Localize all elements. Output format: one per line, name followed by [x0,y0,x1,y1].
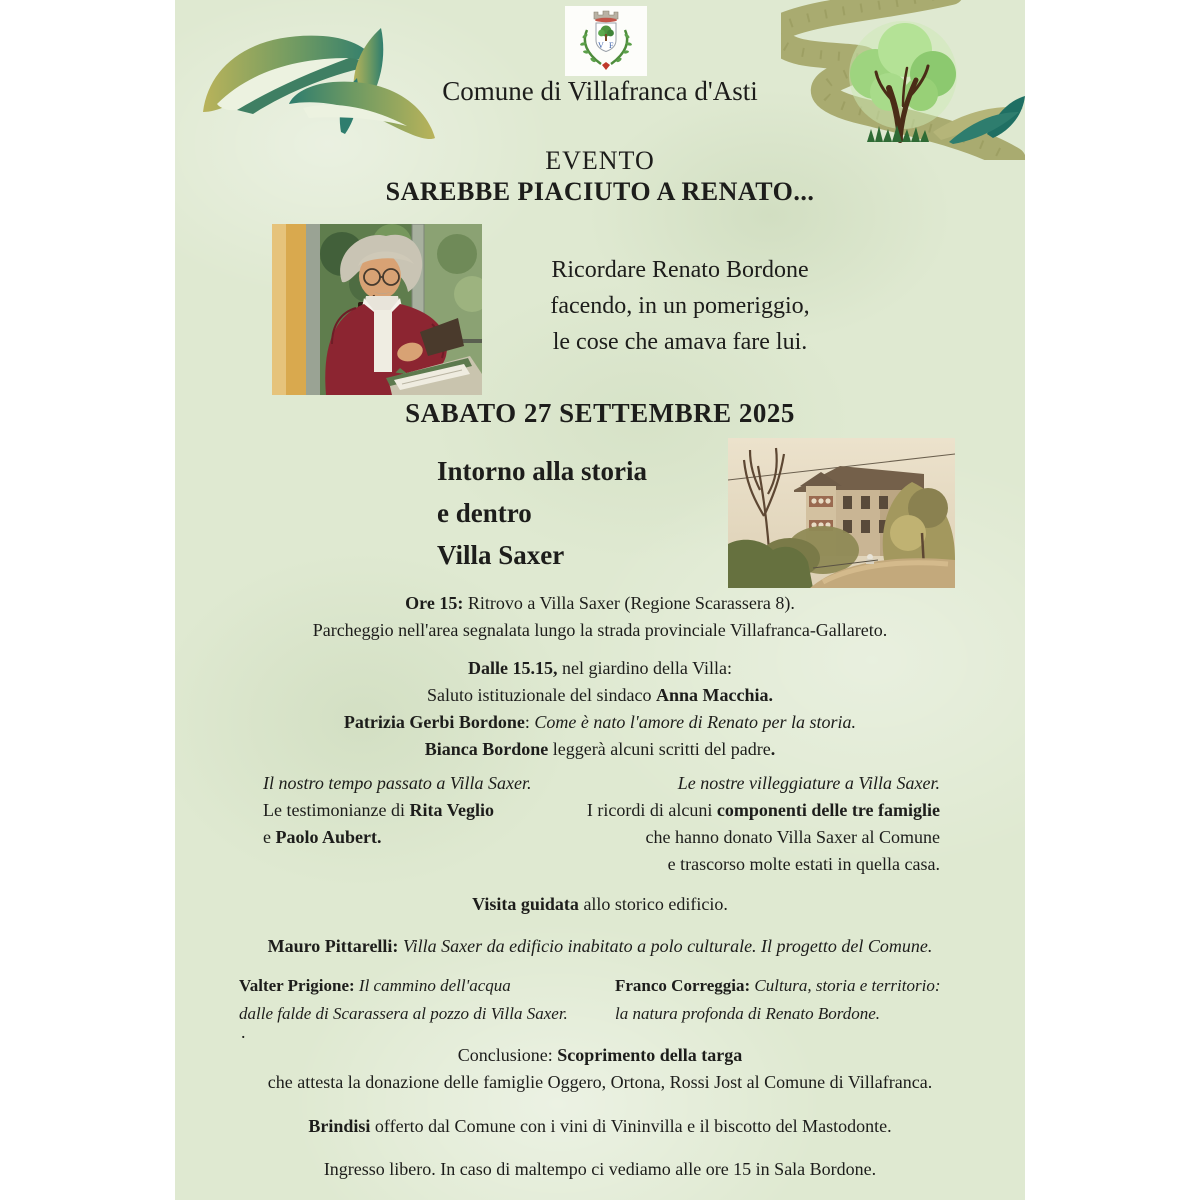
guided-tour [175,891,1025,918]
testimonials-left [263,770,532,878]
intro-text [510,252,850,360]
testimonial-line: e trascorso molte estati in quella casa. [667,854,940,874]
talk-title: Villa Saxer da edificio inabitato a polo culturale. Il progetto del Comune. [398,936,933,956]
venue-line: Villa Saxer [437,540,565,570]
period: . [770,739,776,759]
event-label: EVENTO [545,146,655,175]
conclusion [175,1042,1025,1096]
testimonial-line: che hanno donato Villa Saxer al Comune [645,827,940,847]
intro-line: le cose che amava fare lui. [552,329,808,355]
conclusion-label: Conclusione: [457,1045,558,1065]
correggia-talk [615,972,941,1028]
testimonial-title-text: Le nostre villeggiature a Villa Saxer. [677,773,940,793]
talk-text: leggerà alcuni scritti del padre [548,739,771,759]
mayor-greeting-text: Saluto istituzionale del sindaco [427,685,656,705]
crest-letter-f: F [609,41,614,50]
mayor-name: Anna Macchia. [655,685,773,705]
testimonials-right [587,770,940,878]
event-poster [175,0,1025,1200]
program-line [175,655,1025,682]
villa-saxer-photo [728,438,955,588]
talk-title: Il cammino dell'acqua [354,976,511,995]
stray-period: . [241,1022,246,1042]
separator: : [524,712,535,732]
talk-line [239,1000,568,1028]
talk-title: dalle falde di Scarassera al pozzo di Villa Saxer. [239,1004,568,1023]
garden-program [175,655,1025,763]
testimonial-title [587,770,940,797]
intro-line: facendo, in un pomeriggio, [550,293,810,319]
speaker-name: Valter Prigione: [239,976,355,995]
municipal-crest [565,6,647,76]
program-line [175,682,1025,709]
testimonial-title [263,770,532,797]
talk-title: Cultura, storia e territorio: [750,976,941,995]
venue-line: Intorno alla storia [437,456,648,486]
venue-line: e dentro [437,498,532,528]
testimonial-text: e [263,827,276,847]
testimonial-text: I ricordi di alcuni [586,800,717,820]
meeting-time-label: Ore 15: [405,593,464,613]
testimonial-line [263,797,532,824]
speaker-name: Bianca Bordone [424,739,549,759]
talk-line [615,972,941,1000]
meeting-time-text: Ritrovo a Villa Saxer (Regione Scarassera 8). [463,593,795,613]
renato-bordone-photo [272,224,482,395]
intro-line: Ricordare Renato Bordone [551,257,809,283]
witness-name: Paolo Aubert. [275,827,382,847]
witness-name: Rita Veglio [409,800,494,820]
talk-title: Come è nato l'amore di Renato per la storia. [534,712,857,732]
event-date: SABATO 27 SETTEMBRE 2025 [405,398,795,428]
parking-line: Parcheggio nell'area segnalata lungo la strada provinciale Villafranca-Gallareto. [312,620,888,640]
testimonial-line [587,797,940,824]
testimonial-text: Le testimonianze di [263,800,410,820]
speaker-name: Franco Correggia: [615,976,751,995]
speaker-name: Mauro Pittarelli: [267,936,399,956]
speaker-name: Patrizia Gerbi Bordone [343,712,525,732]
plaque-text: Scoprimento della targa [557,1045,743,1065]
municipality-title: Comune di Villafranca d'Asti [442,76,758,106]
guided-tour-label: Visita guidata [472,894,579,914]
meeting-line [175,590,1025,617]
venue-title [437,450,647,576]
talk-line [239,972,568,1000]
testimonial-line [263,824,532,851]
pittarelli-talk [175,933,1025,960]
event-title: SAREBBE PIACIUTO A RENATO... [385,177,815,206]
mural-crown [594,11,618,22]
shield-with-tree [596,23,616,52]
crest-letter-v: V [598,41,604,50]
families-text: componenti delle tre famiglie [716,800,940,820]
program-line [175,736,1025,763]
toast-text: offerto dal Comune con i vini di Vininvilla e il biscotto del Mastodonte. [370,1116,892,1136]
toast-label: Brindisi [308,1116,371,1136]
admission-info: Ingresso libero. In caso di maltempo ci vediamo alle ore 15 in Sala Bordone. [323,1159,877,1179]
program-line [175,709,1025,736]
program-start-label: Dalle 15.15, [467,658,558,678]
prigione-talk [239,972,568,1028]
window-frame [306,224,320,395]
talk-title: la natura profonda di Renato Bordone. [615,1004,881,1023]
meeting-info [175,590,1025,644]
talk-line [615,1000,941,1028]
program-start-text: nel giardino della Villa: [557,658,733,678]
testimonials-section [263,770,940,878]
toast-info [175,1113,1025,1140]
conclusion-line: che attesta la donazione delle famiglie Oggero, Ortona, Rossi Jost al Comune di Villafranca. [267,1072,933,1092]
guided-tour-text: allo storico edificio. [578,894,728,914]
conclusion-line [175,1042,1025,1069]
testimonial-title-text: Il nostro tempo passato a Villa Saxer. [263,773,532,793]
